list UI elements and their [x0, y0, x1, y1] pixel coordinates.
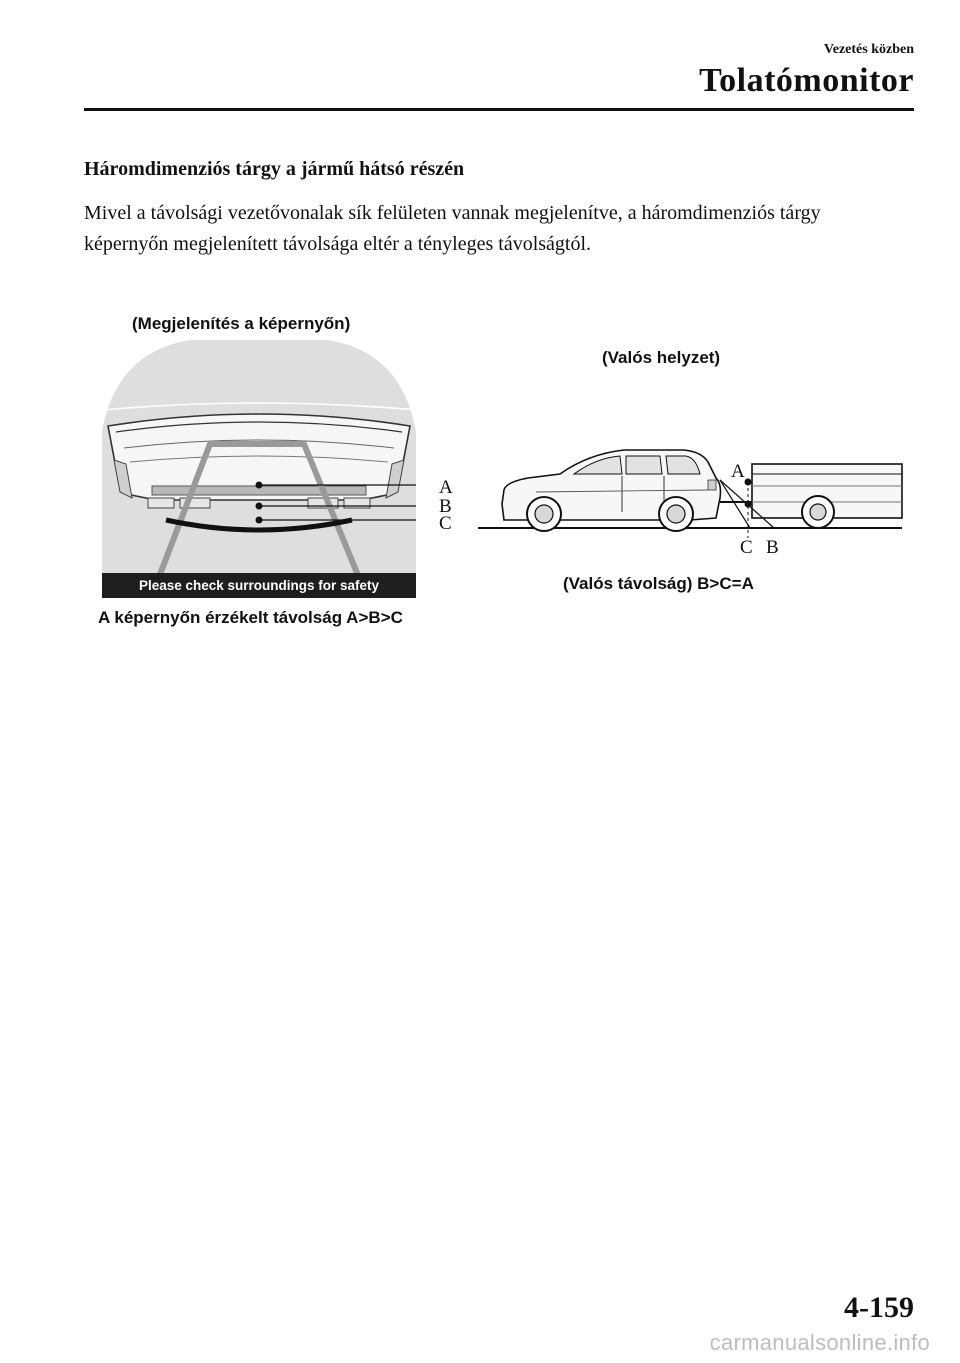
rear-view-camera-image — [102, 340, 416, 598]
page-title: Tolatómonitor — [699, 62, 914, 99]
monitor-screen-illustration — [102, 340, 416, 598]
screen-marker-a: A — [439, 477, 453, 498]
screen-marker-b: B — [439, 496, 452, 517]
screen-distance-caption: A képernyőn érzékelt távolság A>B>C — [98, 608, 403, 627]
real-distance-caption: (Valós távolság) B>C=A — [563, 574, 754, 593]
section-heading: Háromdimenziós tárgy a jármű hátsó részén — [84, 158, 465, 180]
watermark: carmanualsonline.info — [709, 1330, 930, 1355]
screen-marker-c: C — [439, 513, 452, 534]
real-marker-c: C — [740, 537, 753, 558]
page-number: 4-159 — [844, 1291, 914, 1324]
safety-warning-bar: Please check surroundings for safety — [102, 573, 416, 598]
real-situation-caption: (Valós helyzet) — [602, 348, 721, 367]
chapter-name: Vezetés közben — [823, 42, 914, 57]
screen-display-caption: (Megjelenítés a képernyőn) — [132, 314, 351, 333]
real-marker-a: A — [731, 461, 745, 482]
body-paragraph: Mivel a távolsági vezetővonalak sík felületen vannak megjelenítve, a háromdimenziós tárgy képernyőn megjelenített távolsága eltér a tényleges távolságtól. — [84, 202, 821, 255]
header-divider — [84, 108, 914, 111]
real-situation-illustration — [476, 440, 906, 550]
real-marker-b: B — [766, 537, 779, 558]
